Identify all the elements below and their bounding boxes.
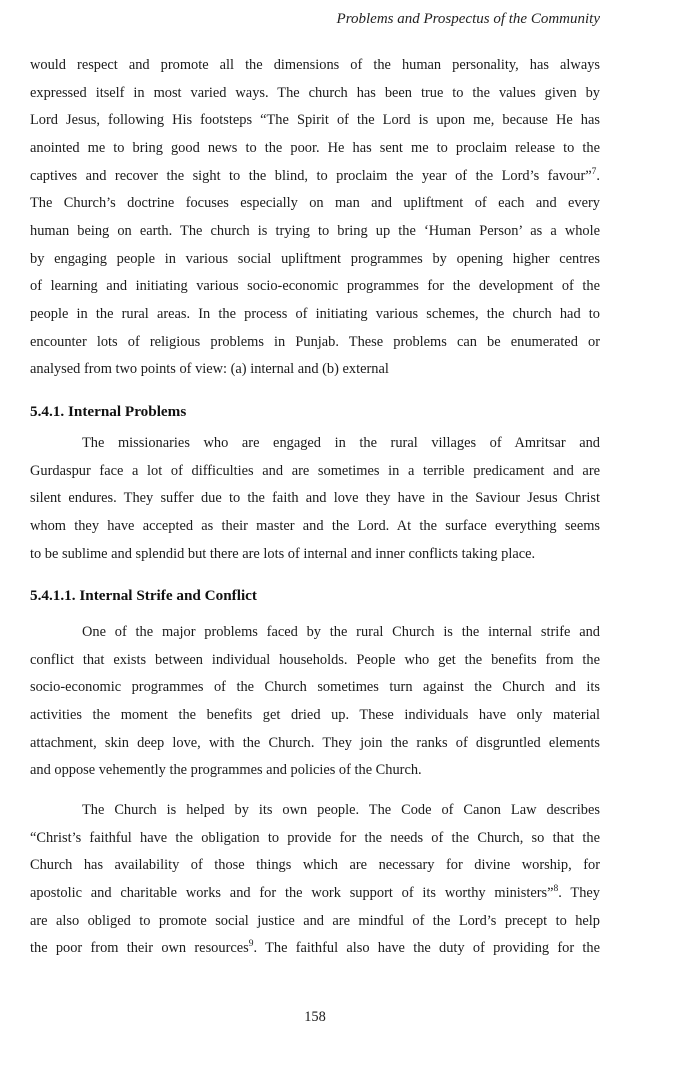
text-line [30, 935, 600, 963]
paragraph-3 [30, 619, 600, 785]
text-line: encounter lots of religious problems in Punjab. These problems can be enumerated or [30, 333, 600, 350]
line-text: the poor from their own resources [30, 940, 249, 957]
text-line [30, 880, 600, 908]
text-line: Church has availability of those things which are necessary for divine worship, for [30, 857, 600, 874]
text-line: activities the moment the benefits get dried up. These individuals have only material [30, 707, 600, 724]
line-text: apostolic and charitable works and for the work support of its worthy ministers” [30, 885, 554, 902]
footnote-ref-9: 9 [248, 939, 254, 950]
text-line: One of the major problems faced by the rural Church is the internal strife and [82, 624, 600, 641]
line-text: captives and recover the sight to the blind, to proclaim the year of the Lord’s favour” [30, 167, 592, 184]
text-line: attachment, skin deep love, with the Church. They join the ranks of disgruntled elements [30, 734, 600, 751]
text-line: “Christ’s faithful have the obligation to provide for the needs of the Church, so that the [30, 829, 600, 846]
text-line: Gurdaspur face a lot of difficulties and are sometimes in a terrible predicament and are [30, 462, 600, 479]
text-line: The missionaries who are engaged in the rural villages of Amritsar and [82, 434, 600, 451]
text-line: people in the rural areas. In the process of initiating various schemes, the church had to [30, 305, 600, 322]
line-text: . They [558, 885, 600, 902]
text-line: to be sublime and splendid but there are lots of internal and inner conflicts taking place. [30, 545, 536, 562]
text-line: and oppose vehemently the programmes and policies of the Church. [30, 762, 422, 779]
text-line: human being on earth. The church is trying to bring up the ‘Human Person’ as a whole [30, 222, 600, 239]
section-heading-5-4-1: 5.4.1. Internal Problems [30, 402, 187, 420]
footnote-ref-8: 8 [553, 884, 559, 895]
text-line: would respect and promote all the dimensions of the human personality, has always [30, 57, 600, 73]
text-line: of learning and initiating various socio-economic programmes for the development of the [30, 278, 600, 295]
text-line: by engaging people in various social upliftment programmes by opening higher centres [30, 250, 600, 267]
line-text: . [596, 167, 600, 184]
text-line: silent endures. They suffer due to the faith and love they have in the Saviour Jesus Christ [30, 490, 600, 507]
text-line: are also obliged to promote social justice and are mindful of the Lord’s precept to help [30, 912, 600, 929]
text-line: whom they have accepted as their master and the Lord. At the surface everything seems [30, 517, 600, 534]
page-number: 158 [304, 1009, 326, 1026]
section-heading-5-4-1-1: 5.4.1.1. Internal Strife and Conflict [30, 587, 257, 605]
text-line: conflict that exists between individual households. People who get the benefits from the [30, 651, 600, 668]
footnote-ref-7: 7 [591, 166, 597, 177]
text-line: analysed from two points of view: (a) internal and (b) external [30, 361, 389, 378]
text-line: The Church is helped by its own people. The Code of Canon Law describes [82, 802, 600, 819]
line-text: . The faithful also have the duty of providing for the [253, 940, 600, 957]
text-line: anointed me to bring good news to the poor. He has sent me to proclaim release to the [30, 139, 600, 156]
text-line [30, 163, 600, 191]
paragraph-1 [30, 52, 600, 384]
text-line: expressed itself in most varied ways. The church has been true to the values given by [30, 84, 600, 101]
text-line: The Church’s doctrine focuses especially on man and upliftment of each and every [30, 195, 600, 212]
text-line: Lord Jesus, following His footsteps “The Spirit of the Lord is upon me, because He has [30, 112, 600, 129]
page-body [30, 52, 600, 963]
paragraph-2 [30, 430, 600, 568]
text-line: socio-economic programmes of the Church sometimes turn against the Church and its [30, 679, 600, 696]
running-header: Problems and Prospectus of the Community [336, 11, 600, 27]
paragraph-4 [30, 797, 600, 963]
